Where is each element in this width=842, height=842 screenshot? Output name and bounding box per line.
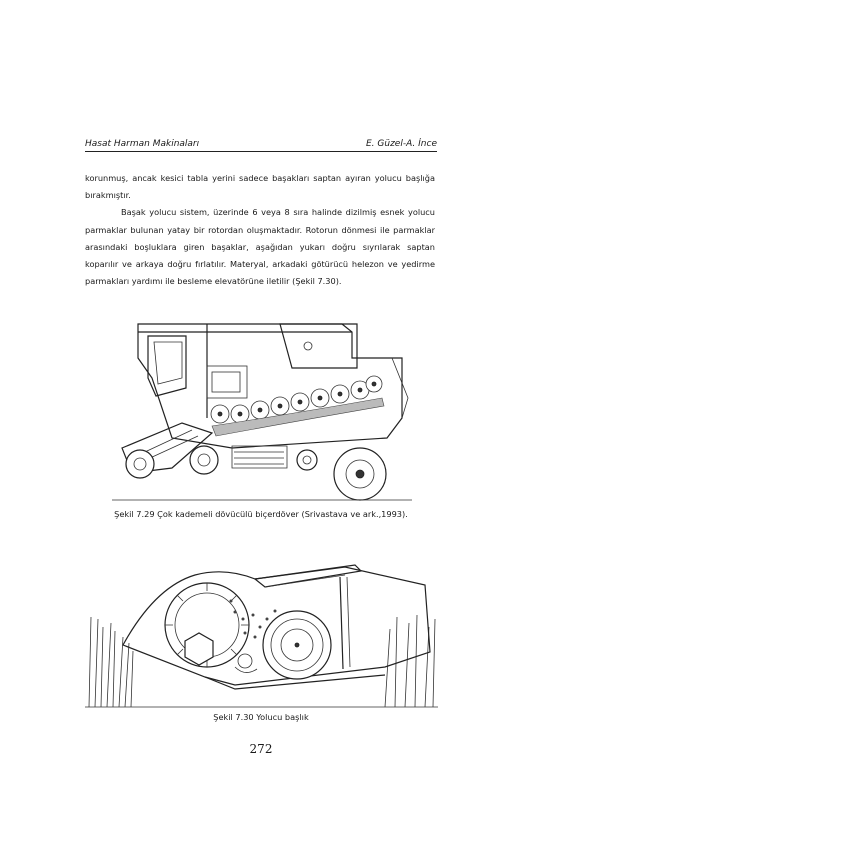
header-book-title: Hasat Harman Makinaları xyxy=(85,139,200,149)
paragraph-1: korunmuş, ancak kesici tabla yerini sadece başakları saptan ayıran yolucu başlığa bırakmıştır. xyxy=(85,173,435,201)
figure-caption: Şekil 7.30 Yolucu başlık xyxy=(213,712,309,722)
page-number: 272 xyxy=(249,742,273,756)
running-header xyxy=(85,139,437,152)
header-authors: E. Güzel-A. İnce xyxy=(366,139,437,149)
figure-combine-harvester xyxy=(112,318,412,506)
figure-caption: Şekil 7.29 Çok kademeli dövücülü biçerdöver (Srivastava ve ark.,1993). xyxy=(114,509,408,519)
figure-stripper-header xyxy=(85,557,438,709)
paragraph-2: Başak yolucu sistem, üzerinde 6 veya 8 sıra halinde dizilmiş esnek yolucu parmaklar bulunan yatay bir rotordan oluşmaktadır. Rotorun dönmesi ile parmaklar arasındaki boşluklara giren başaklar, aşağıdan yukarı doğru sıyrılarak saptan koparılır ve arkaya doğru fırlatılır. Materyal, arkadaki götürücü helezon ve yedirme parmakları yardımı ile besleme elevatörüne iletilir (Şekil 7.30). xyxy=(85,207,435,287)
body-text xyxy=(85,170,435,290)
